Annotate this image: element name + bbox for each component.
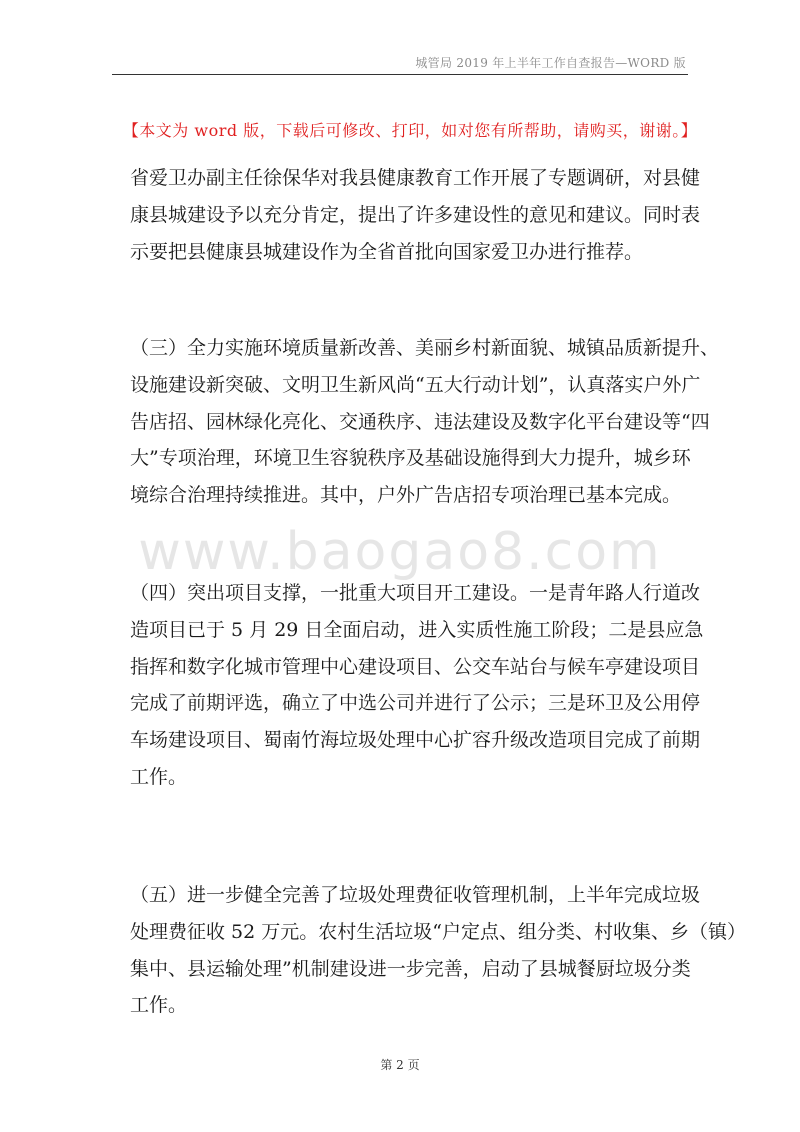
text-line: 示要把县健康县城建设作为全省首批向国家爱卫办进行推荐。: [130, 240, 644, 263]
text-line: 指挥和数字化城市管理中心建设项目、公交车站台与候车亭建设项目: [130, 655, 701, 678]
text-line: 境综合治理持续推进。其中，户外广告店招专项治理已基本完成。: [130, 484, 682, 507]
paragraph-3: [130, 575, 704, 796]
text-line: 省爱卫办副主任徐保华对我县健康教育工作开展了专题调研，对县健: [130, 167, 701, 189]
running-header: 城管局 2019 年上半年工作自查报告—WORD 版: [415, 56, 686, 70]
text-line: 告店招、园林绿化亮化、交通秩序、违法建设及数字化平台建设等“四: [130, 410, 710, 433]
text-line: 造项目已于 5 月 29 日全面启动，进入实质性施工阶段；二是县应急: [130, 618, 704, 641]
text-line: 处理费征收 52 万元。农村生活垃圾“户定点、组分类、村收集、乡（镇）: [130, 920, 746, 943]
text-line: 工作。: [130, 994, 188, 1017]
text-line: （五）进一步健全完善了垃圾处理费征收管理机制，上半年完成垃圾: [130, 884, 701, 906]
page-number: 第 2 页: [380, 1058, 420, 1072]
download-notice: 【本文为 word 版，下载后可修改、打印，如对您有所帮助，请购买，谢谢。】: [122, 121, 698, 140]
text-line: 设施建设新突破、文明卫生新风尚“五大行动计划”，认真落实户外广: [130, 373, 701, 396]
text-line: 完成了前期评选，确立了中选公司并进行了公示；三是环卫及公用停: [130, 692, 701, 715]
text-line: （四）突出项目支撑，一批重大项目开工建设。一是青年路人行道改: [130, 582, 701, 604]
paragraph-1: [130, 160, 701, 270]
paragraph-4: [130, 877, 746, 1024]
header-rule: [112, 74, 688, 75]
text-line: 康县城建设予以充分肯定，提出了许多建设性的意见和建议。同时表: [130, 203, 701, 226]
text-line: （三）全力实施环境质量新改善、美丽乡村新面貌、城镇品质新提升、: [130, 337, 720, 359]
paragraph-2: [130, 330, 720, 514]
text-line: 工作。: [130, 765, 188, 788]
text-line: 集中、县运输处理”机制建设进一步完善，启动了县城餐厨垃圾分类: [130, 957, 691, 980]
watermark: www.baogao8.com: [138, 522, 662, 582]
text-line: 大”专项治理，环境卫生容貌秩序及基础设施得到大力提升，城乡环: [130, 447, 691, 470]
text-line: 车场建设项目、蜀南竹海垃圾处理中心扩容升级改造项目完成了前期: [130, 729, 701, 752]
